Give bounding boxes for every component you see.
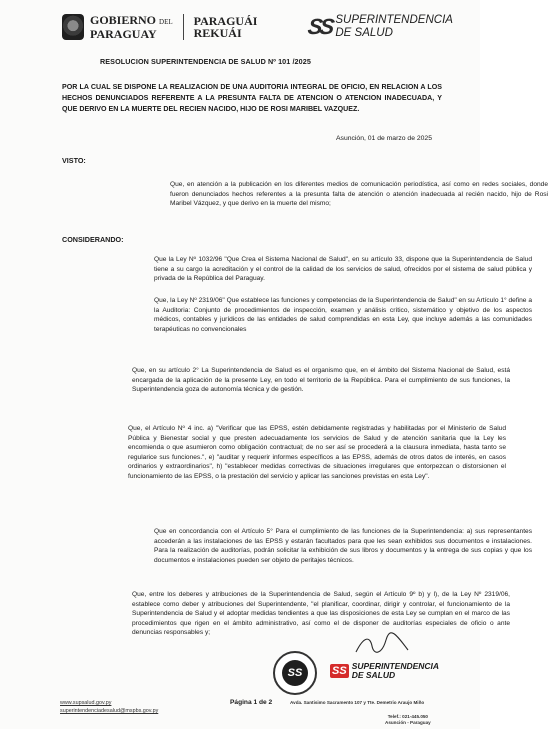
national-crest-icon	[62, 14, 84, 40]
paraguai: PARAGUÁI	[193, 14, 258, 28]
visto-heading: VISTO:	[62, 156, 86, 165]
signature-mark	[352, 632, 412, 658]
stamp-sup-line2: DE SALUD	[351, 670, 396, 680]
paraguai-text	[194, 15, 258, 39]
stamp-ss-mark: SS	[332, 665, 347, 677]
gov-line1: GOBIERNO	[90, 13, 157, 27]
gobierno-text	[90, 14, 173, 40]
resolution-title: RESOLUCION SUPERINTENDENCIA DE SALUD Nº 101 /2025	[100, 57, 311, 66]
email-link[interactable]: superintendenciadesalud@mspbs.gov.py	[60, 708, 159, 714]
footer-tel: Telef.: 021-445.050	[387, 714, 428, 719]
considerando-heading: CONSIDERANDO:	[62, 235, 124, 244]
footer-address: Avda. Santisimo Sacramento 107 y Tte. Demetrio Araujo Miño	[290, 700, 425, 705]
footer-phone-city	[385, 714, 431, 726]
gov-del: DEL	[159, 18, 173, 26]
considerando-paragraph-2: Que, la Ley Nº 2319/06" Que establece las funciones y competencias de la Superintendencia de Salud" en su Artículo 1° define a la Auditoria: Conjunto de procedimientos de inspección, examen y análisis crítico, sistemático y objetivo de los aspectos médicos, contables y jurídicos de las entidades de salud comprendidas en esta Ley, que incluye además a las comunidades terapéuticas no convencionales	[154, 297, 532, 333]
gov-line2: PARAGUAY	[90, 27, 157, 41]
seal-ss: SS	[282, 660, 308, 686]
superintendencia-logo-stamp	[330, 662, 439, 680]
footer-city: Asunción - Paraguay	[385, 720, 431, 726]
resolution-headline: POR LA CUAL SE DISPONE LA REALIZACION DE UNA AUDITORIA INTEGRAL DE OFICIO, EN RELACION A LOS HECHOS DENUNCIADOS REFERENTE A LA PRESUNTA FALTA DE ATENCION O ATENCION INADECUADA, Y QUE DERIVO EN LA MUERTE DEL RECIEN NACIDO, HIJO DE ROSI MARIBEL VAZQUEZ.	[62, 83, 442, 113]
superintendencia-logo	[308, 14, 453, 40]
footer-contact	[60, 699, 158, 715]
sup-line2: DE SALUD	[335, 27, 393, 39]
visto-paragraph: Que, en atención a la publicación en los diferentes medios de comunicación periodística, así como en redes sociales, donde fueron denunciados hechos referentes a la presunta falta de atención o atención inadecuada al recién nacido, hijo de Rosi Maribel Vázquez, y que derivo en la muerte del mismo;	[170, 181, 548, 208]
sup-text	[335, 14, 453, 40]
considerando-paragraph-5: Que en concordancia con el Artículo 5° Para el cumplimiento de las funciones de la Superintendencia: a) sus representantes accederán a las instalaciones de las EPSS y estarán facultados para que les sean exhibidos sus documentos e instalaciones. Para la realización de auditorías, podrán solicitar la exhibición de sus libros y documentos y la entrega de sus copias y que los documentos e instalaciones pueden ser objeto de peritajes técnicos.	[154, 528, 532, 564]
ss-mark: SS	[306, 14, 334, 39]
considerando-paragraph-6: Que, entre los deberes y atribuciones de la Superintendencia de Salud, según el Artículo 9º b) y l), de la Ley Nº 2319/06, establece como deber y atribuciones del Superintendente, "el planificar, coordinar, dirigir y controlar, el funcionamiento de la Superintendencia de Salud y el adoptar medidas tendientes a que las disposiciones de esta Ley se cumplan en el marco de las procedimientos que rigen en el ámbito administrativo, así como el de disponer de auditorías especiales de oficio o ante denuncias responsables y;	[132, 591, 510, 637]
rekuai: REKUÁI	[193, 26, 242, 40]
gobierno-logo	[62, 14, 257, 40]
issue-date: Asunción, 01 de marzo de 2025	[336, 135, 432, 142]
considerando-paragraph-1: Que la Ley Nº 1032/96 "Que Crea el Sistema Nacional de Salud", en su artículo 33, dispone que la Superintendencia de Salud tiene a su cargo la acreditación y el control de la calidad de los servicios de salud, ofrecidos por el sistema de salud pública y privada de la República del Paraguay.	[154, 256, 532, 283]
website-link[interactable]: www.supsalud.gov.py	[60, 700, 112, 706]
stamp-sup-line1: SUPERINTENDENCIA	[351, 661, 440, 671]
sup-line1: SUPERINTENDENCIA	[335, 14, 453, 26]
official-seal	[273, 651, 317, 695]
page-number: Página 1 de 2	[230, 699, 273, 706]
logo-divider	[183, 14, 184, 40]
considerando-paragraph-3: Que, en su artículo 2° La Superintendencia de Salud es el organismo que, en el ámbito del Sistema Nacional de Salud, está encargada de la aplicación de la presente Ley, en todo el territorio de la República. Para el cumplimiento de sus funciones, la Superintendencia goza de autonomía técnica y de gestión.	[132, 367, 510, 394]
considerando-paragraph-4: Que, el Artículo Nº 4 inc. a) "Verificar que las EPSS, estén debidamente registradas y habilitadas por el Ministerio de Salud Pública y Bienestar social y que presten adecuadamente los servicios de Salud y de atención sanitaria que la Ley les encomienda o que asumieron como obligación contractual; de no ser así se procederá a la clausura inmediata, hasta tanto se regularice sus funciones.", e) "auditar y requerir informes específicos a las EPSS, además de otros datos de interés, en casos ordinarios y extraordinarios", h) "establecer medidas correctivas de situaciones irregulares que entorpezcan o distorsionen el funcionamiento de las EPSS, o la prestación del servicio y aplicar las sanciones previstas en esta Ley".	[128, 425, 506, 480]
